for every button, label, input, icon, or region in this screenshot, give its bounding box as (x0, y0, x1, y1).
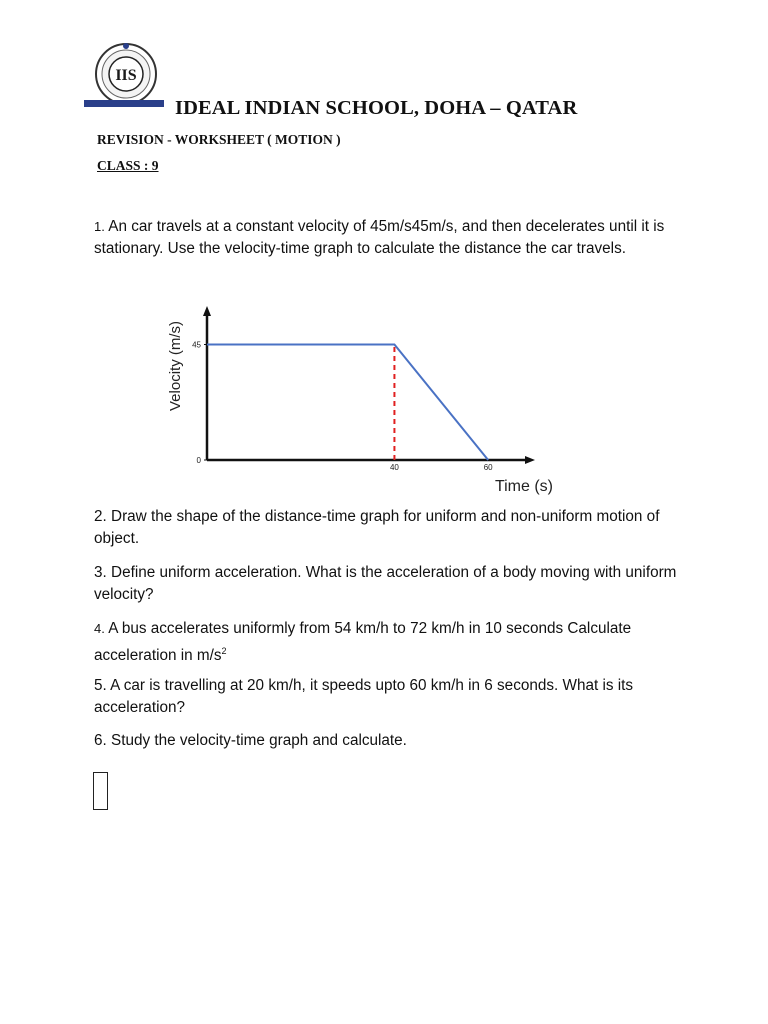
question-text: Draw the shape of the distance-time graph for uniform and non-uniform motion of object. (94, 508, 660, 547)
class-label: CLASS : 9 (97, 158, 159, 173)
series-line (207, 345, 488, 461)
question-text: Study the velocity-time graph and calculate. (111, 732, 407, 749)
question-text: A car is travelling at 20 km/h, it speeds upto 60 km/h in 6 seconds. What is its acceleration? (94, 677, 634, 716)
x-tick-label: 60 (483, 463, 493, 472)
question-number: 1. (94, 219, 105, 234)
x-axis-label: Time (s) (494, 478, 553, 495)
y-axis-label: Velocity (m/s) (167, 320, 184, 411)
velocity-time-graph (160, 298, 570, 502)
question-2 (94, 506, 684, 550)
y-tick-label: 45 (192, 340, 201, 350)
question-superscript: 2 (221, 646, 227, 656)
x-axis-arrow (525, 456, 535, 464)
worksheet-title: REVISION - WORKSHEET ( MOTION ) (97, 132, 341, 147)
question-5 (94, 675, 674, 719)
logo-text: IIS (115, 67, 137, 84)
school-logo (84, 40, 164, 116)
y-tick-label: 0 (196, 456, 201, 465)
question-number: 3. (94, 564, 107, 581)
question-text: Define uniform acceleration. What is the acceleration of a body moving with uniform velocity? (94, 564, 677, 603)
question-text: A bus accelerates uniformly from 54 km/h to 72 km/h in 10 seconds Calculate acceleration in m/s (94, 620, 632, 665)
question-number: 4. (94, 621, 105, 636)
missing-image-placeholder (93, 772, 108, 810)
question-4 (94, 618, 634, 667)
question-number: 6. (94, 732, 107, 749)
school-name: IDEAL INDIAN SCHOOL, DOHA – QATAR (175, 97, 578, 119)
x-tick-label: 40 (389, 463, 399, 472)
y-axis-arrow (203, 306, 211, 316)
question-number: 2. (94, 508, 107, 525)
question-number: 5. (94, 677, 107, 694)
question-1 (94, 216, 684, 260)
question-text: An car travels at a constant velocity of 45m/s45m/s, and then decelerates until it is stationary. Use the velocity-time graph to calculate the distance the car travels. (94, 218, 665, 257)
question-6 (94, 730, 684, 752)
question-3 (94, 562, 684, 606)
